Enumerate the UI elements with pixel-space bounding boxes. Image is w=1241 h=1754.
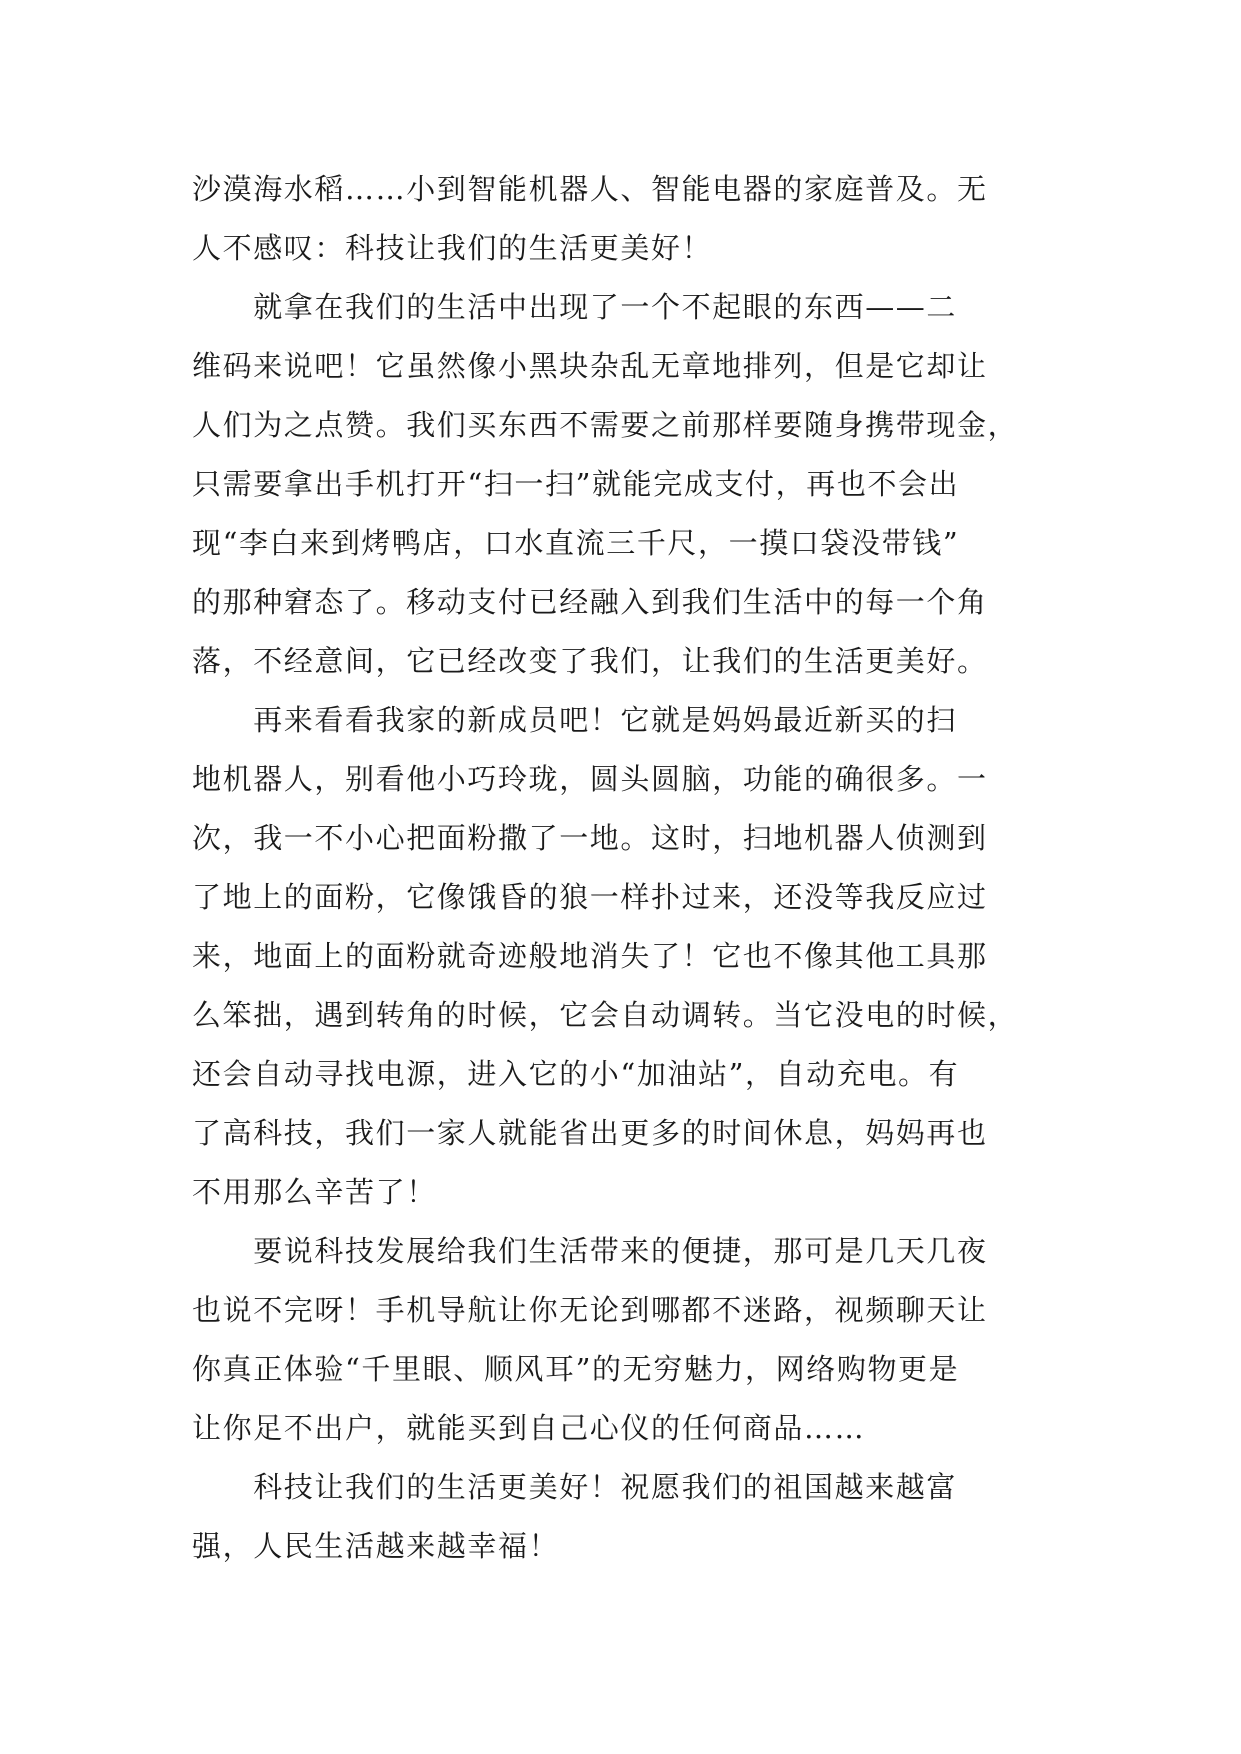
- text-line: 来，地面上的面粉就奇迹般地消失了！它也不像其他工具那: [192, 939, 988, 973]
- document-body: [192, 160, 1052, 1576]
- paragraph: [192, 1458, 1052, 1576]
- text-line: 了地上的面粉，它像饿昏的狼一样扑过来，还没等我反应过: [192, 880, 988, 914]
- text-line: 你真正体验“千里眼、顺风耳”的无穷魅力，网络购物更是: [192, 1352, 960, 1386]
- text-line: 就拿在我们的生活中出现了一个不起眼的东西——二: [192, 290, 958, 324]
- text-line: 科技让我们的生活更美好！祝愿我们的祖国越来越富: [192, 1470, 958, 1504]
- text-line: 也说不完呀！手机导航让你无论到哪都不迷路，视频聊天让: [192, 1293, 988, 1327]
- text-line: 还会自动寻找电源，进入它的小“加油站”，自动充电。有: [192, 1057, 960, 1091]
- text-line: 维码来说吧！它虽然像小黑块杂乱无章地排列，但是它却让: [192, 349, 988, 383]
- paragraph: [192, 278, 1052, 691]
- text-line: 落，不经意间，它已经改变了我们，让我们的生活更美好。: [192, 644, 988, 678]
- text-line: 人们为之点赞。我们买东西不需要之前那样要随身携带现金，: [192, 408, 1019, 442]
- text-line: 地机器人，别看他小巧玲珑，圆头圆脑，功能的确很多。一: [192, 762, 988, 796]
- paragraph: [192, 1222, 1052, 1458]
- text-line: 么笨拙，遇到转角的时候，它会自动调转。当它没电的时候，: [192, 998, 1019, 1032]
- text-line: 强，人民生活越来越幸福！: [192, 1529, 560, 1563]
- text-line: 让你足不出户，就能买到自己心仪的任何商品……: [192, 1411, 866, 1445]
- text-line: 现“李白来到烤鸭店，口水直流三千尺，一摸口袋没带钱”: [192, 526, 960, 560]
- text-line: 再来看看我家的新成员吧！它就是妈妈最近新买的扫: [192, 703, 958, 737]
- text-line: 要说科技发展给我们生活带来的便捷，那可是几天几夜: [192, 1234, 988, 1268]
- text-line: 次，我一不小心把面粉撒了一地。这时，扫地机器人侦测到: [192, 821, 988, 855]
- paragraph: [192, 691, 1052, 1222]
- text-line: 不用那么辛苦了！: [192, 1175, 437, 1209]
- text-line: 人不感叹：科技让我们的生活更美好！: [192, 231, 713, 265]
- text-line: 沙漠海水稻……小到智能机器人、智能电器的家庭普及。无: [192, 172, 988, 206]
- text-line: 了高科技，我们一家人就能省出更多的时间休息，妈妈再也: [192, 1116, 988, 1150]
- text-line: 的那种窘态了。移动支付已经融入到我们生活中的每一个角: [192, 585, 988, 619]
- text-line: 只需要拿出手机打开“扫一扫”就能完成支付，再也不会出: [192, 467, 960, 501]
- paragraph: [192, 160, 1052, 278]
